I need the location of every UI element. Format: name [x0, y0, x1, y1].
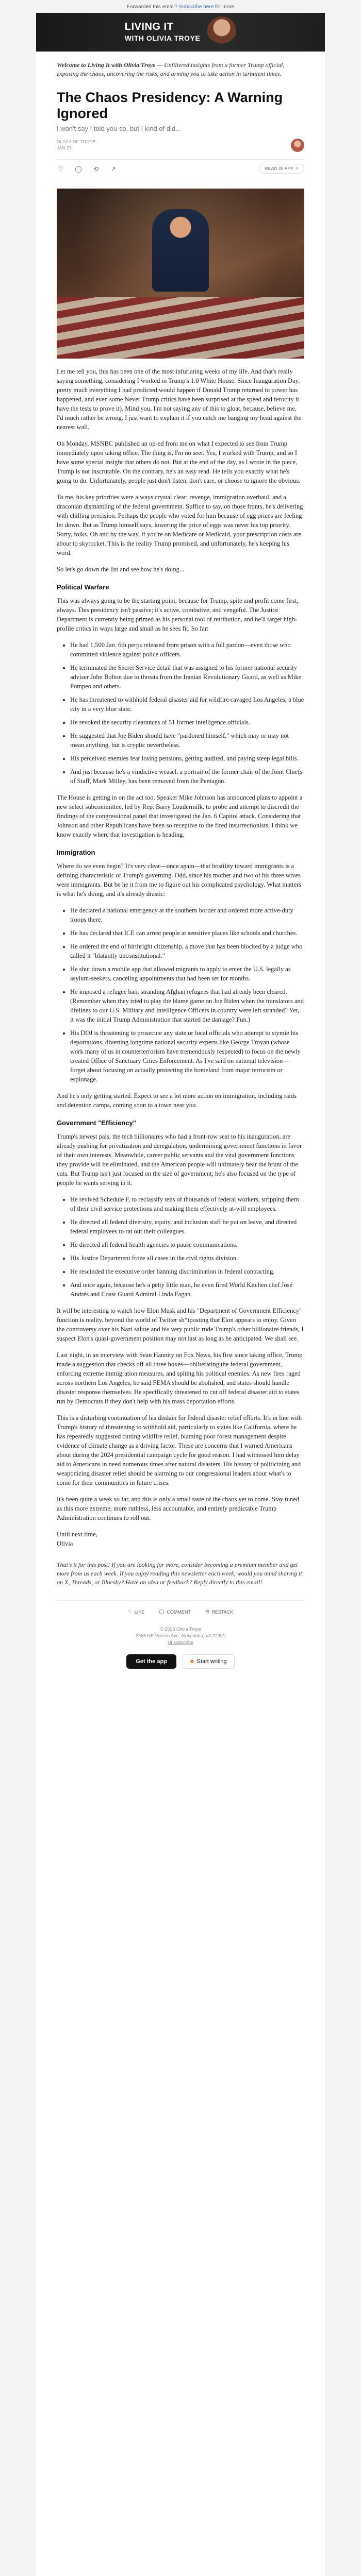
- substack-logo-icon: ■: [190, 1658, 194, 1665]
- paragraph: It's been quite a week so far, and this is only a small taste of the chaos yet to come. Stay tuned as this more extreme, more ruthless, less accountable, and entirely predictable Trump Administration continues to roll out.: [57, 1496, 300, 1521]
- article-title[interactable]: The Chaos Presidency: A Warning Ignored: [57, 90, 283, 121]
- paragraph: So let's go down the list and see how he's doing...: [57, 566, 185, 573]
- heart-icon: ♡: [127, 1609, 132, 1614]
- comment-icon: ◯: [159, 1609, 165, 1614]
- list-item: • And just because he's a vindictive weasel, a portrait of the former chair of the Joint Chiefs of Staff, Mark Milley, has been removed from the Pentagon.: [70, 767, 304, 786]
- list-item: • His Justice Department froze all cases in the civil rights division.: [70, 1253, 304, 1263]
- list-item: • He imposed a refugee ban, stranding Afghan refugees that had already been cleared. (Remember when they tried to play the blame game on Joe Biden when the translators and lifelines to our U.S. Military and Intelligence Officers in country were left stranded? Yet, it was the initial Trump Administration that started the damage? Fun.): [70, 987, 304, 1024]
- heart-icon[interactable]: ♡: [58, 165, 64, 173]
- post-date: JAN 23: [57, 146, 72, 150]
- article-subtitle: I won't say I told you so, but I kind of did...: [57, 125, 181, 132]
- restack-icon[interactable]: ⟲: [93, 165, 99, 173]
- paragraph: Last night, in an interview with Sean Hannity on Fox News, his first since taking office, Trump made a suggestion that checks off all three boxes—obliterating the federal government, enforcing extreme immigration measures, and spiting his political enemies. As new fires raged across northern Los Angeles, he said FEMA should be abolished, and states should handle disaster response themselves. He specifically threatened to cut off federal disaster aid to states run by Democrats if they don't help with his mass deportation efforts.: [57, 1351, 303, 1405]
- hero-flag: [57, 297, 304, 359]
- comment-label: COMMENT: [167, 1609, 191, 1615]
- list-item: • He directed all federal diversity, equity, and inclusion staff be put on leave, and directed federal employees to rat out their colleagues.: [70, 1217, 304, 1236]
- paragraph: And he's only getting started. Expect to see a lot more action on immigration, including raids and detention camps, coming soon to a town near you.: [57, 1092, 297, 1109]
- forward-suffix: for more: [214, 4, 235, 10]
- share-icon[interactable]: ↗: [110, 165, 117, 173]
- unsubscribe-link[interactable]: Unsubscribe: [167, 1640, 194, 1645]
- article-hero-image[interactable]: [57, 189, 304, 359]
- byline: [57, 139, 304, 152]
- comment-button[interactable]: [159, 1609, 191, 1615]
- list-item: • He revoked the security clearances of 51 former intelligence officials.: [70, 718, 304, 727]
- postscript: That's it for this post! If you are looking for more, consider becoming a premium member and get more from us each week. If you enjoy reading this newsletter each week, would you mind sharing it on X, Threads, or Bluesky? Have an idea or feedback? Reply directly to this email!: [57, 1561, 302, 1586]
- restack-label: RESTACK: [211, 1609, 234, 1615]
- restack-button[interactable]: [205, 1609, 233, 1615]
- list-item: • His perceived enemies fear losing pensions, getting audited, and paying steep legal bills.: [70, 754, 304, 763]
- list-item: • He rescinded the executive order banning discrimination in federal contracting.: [70, 1267, 304, 1276]
- read-in-app-button[interactable]: READ IN APP ↗: [259, 164, 304, 174]
- paragraph: This is a disturbing continuation of his disdain for federal disaster relief efforts. It's in line with Trump's history of threatening to withhold aid, particularly to states like California, where he has repeatedly suggested cutting wildfire relief, blaming poor forest management despite evidence of climate change as a driving factor. These are concerns that I warned Americans about during the 2024 presidential campaign cycle for good reason. I had witnessed him delay aid to Americans in need numerous times after natural disasters. His history of politicizing and weaponizing disaster relief should be alarming to our congressional leaders about what's to come for their communities in future crises.: [57, 1414, 302, 1486]
- paragraph: It will be interesting to watch how Elon Musk and his "Department of Government Efficiency" function is reality, beyond the world of Twitter sh*tposting that Elon appears to enjoy. Given the controversy over his Nazi salute and his very public rude Trump's other billionaire friends, I suspect Elon's quasi-government position may not last as long as he anticipated. We shall see.: [57, 1307, 304, 1342]
- footer-copyright: © 2025 Olivia Troye: [160, 1626, 201, 1632]
- list-item: • He suggested that Joe Biden should have "pardoned himself," which may or may not mean anything, but is cryptic nevertheless.: [70, 731, 304, 750]
- paragraph: Let me tell you, this has been one of the most infuriating weeks of my life. And that's really saying something, considering I worked in Trump's 1.0 White House. Since Inauguration Day, pretty much everything I had predicted would happen if Donald Trump returned to power has happened, and even some Never Trump critics have been surprised at the speed and ferocity it have the tests to prove it). Mind you, I'm not saying any of this to gloat, because, believe me, I'd much rather be wrong. I just want to explain it if you catch me banging my head against the nearest wall.: [57, 368, 302, 431]
- action-bar: [57, 159, 304, 178]
- subscribe-link[interactable]: Subscribe here: [178, 4, 214, 10]
- list-item: • He has threatened to withhold federal disaster aid for wildfire-ravaged Los Angeles, a blue city in a very blue state.: [70, 695, 304, 714]
- avatar[interactable]: [291, 139, 304, 152]
- get-app-button[interactable]: Get the app: [126, 1654, 176, 1669]
- list-item: • He ordered the end of birthright citizenship, a move that has been blocked by a judge who called it "blatantly unconstitutional.": [70, 942, 304, 960]
- like-label: LIKE: [134, 1609, 145, 1615]
- cta-row: [57, 1654, 304, 1669]
- section-heading-immigration: Immigration: [57, 849, 95, 856]
- list-item: • He revived Schedule F, to reclassify tens of thousands of federal workers, stripping them of their civil service protections and making them effectively at-will employees.: [70, 1195, 304, 1213]
- list-item: • His DOJ is threatening to prosecute any state or local officials who attempt to stymie his deportations, diverting longtime national security experts like George Troyan (whose work many of us in counterterrorism have tremendously respected) to focus on the newly created Office of Sanctuary Cities Enforcement. As I've said on national television—forget about focusing on actually protecting the homeland from major terrorism or espionage.: [70, 1028, 304, 1084]
- paragraph: On Monday, MSNBC published an op-ed from me on what I expected to see from Trump immediately upon taking office. The thing is, I'm no seer. Yes, I worked with Trump, and so I have some special insight that others do not. But at the end of the day, as I wrote in the piece, Trump is not inscrutable. On the contrary, he's an easy read. He tells you exactly what he's going to do. Unfortunately, people just don't listen, don't care, or choose to ignore the obvious.: [57, 440, 301, 484]
- list-political: [57, 640, 304, 786]
- banner-line1: LIVING IT: [124, 21, 174, 32]
- list-item: • He had 1,500 Jan. 6th perps released from prison with a full pardon—even those who committed violence against police officers.: [70, 640, 304, 659]
- intro-text: [57, 61, 304, 78]
- start-writing-button[interactable]: [183, 1654, 235, 1669]
- list-efficiency: [57, 1195, 304, 1299]
- banner-title: [125, 21, 200, 44]
- banner-line2: WITH OLIVIA TROYE: [124, 33, 201, 42]
- like-button[interactable]: [128, 1609, 145, 1615]
- paragraph: Trump's newest pals, the tech billionaires who had a front-row seat to his inauguration, are already pushing for privatization and deregulation, undermining government functions in favor of their own interests. Meanwhile, career public servants and the vital government functions they provide will be eliminated, and the American people will ultimately bear the brunt of the cuts. But Trump isn't just focused on the size of government; he's also focused on the type of people he wants serving in it.: [57, 1133, 302, 1187]
- list-item: • He shut down a mobile app that allowed migrants to apply to enter the U.S. legally as asylum-seekers, canceling appointments that had been set for months.: [70, 964, 304, 983]
- newsletter-card: [36, 13, 325, 2576]
- section-heading-efficiency: Government "Efficiency": [57, 1119, 136, 1127]
- list-item: • And once again, because he's a petty little man, he even fired World Kitchen chef José Andrés and Coast Guard Admiral Linda Fagan.: [70, 1280, 304, 1299]
- paragraph: The House is getting in on the act too. Speaker Mike Johnson has announced plans to appoint a new select subcommittee, led by Rep. Barry Loudermilk, to probe and attempt to discredit the findings of the congressional panel that investigated the Jan. 6 Capitol attack. Considering that Johnson and other Republicans have been so receptive to the fired insurrectionists, I think we know exactly where that investigation is heading.: [57, 794, 303, 838]
- comment-icon[interactable]: ◯: [75, 165, 82, 173]
- paragraph: Where do we even begin? It's very clear—once again—that hostility toward immigrants is a defining characteristic of Trump's governing. Odd, since his mother and two of his three wives were immigrants. But be he it from me to figure out his complicated psychology. What matters is what he's doing, and it's already drastic:: [57, 862, 302, 897]
- hero-figure: [152, 209, 209, 292]
- list-item: • He terminated the Secret Service detail that was assigned to his former national security adviser John Bolton due to threats from the Iranian Revolutionary Guard, as well as Mike Pompeo and others.: [70, 663, 304, 691]
- intro-bold: Welcome to Living It with Olivia Troye: [57, 61, 156, 69]
- restack-icon: ⟲: [205, 1609, 209, 1614]
- start-writing-label: Start writing: [196, 1658, 227, 1665]
- paragraph: To me, his key priorities were always crystal clear: revenge, immigration overhaul, and a draconian dismantling of the federal government. Suffice to say, on those fronts, he's delivering with chilling precision. Perhaps the people who voted for him because of egg prices are feeling let down. But as Trump himself says, lowering the price of eggs was never his top priority. Sorry, folks. Oh and by the way, if you're on Medicare or Medicaid, your prescription costs are about to skyrocket. This is the reality Trump promised, and unfortunately, he's keeping his word.: [57, 494, 303, 556]
- list-immigration: [57, 906, 304, 1084]
- engagement-bar: [57, 1600, 304, 1615]
- signoff-line1: Until next time,: [57, 1531, 97, 1538]
- header-banner[interactable]: [36, 13, 325, 52]
- list-item: • He declared a national emergency at the southern border and ordered more active-duty troops there.: [70, 906, 304, 924]
- author-name[interactable]: OLIVIA OF TROYE: [57, 140, 96, 144]
- forward-banner: [0, 0, 361, 13]
- intro-rest: — Unfiltered insights from a former Trump official, exposing the chaos, uncovering the risks, and arming you to take action in turbulent times.: [57, 61, 285, 77]
- list-item: • He has declared that ICE can arrest people at sensitive places like schools and churches.: [70, 928, 304, 938]
- list-item: • He directed all federal health agencies to pause communications.: [70, 1240, 304, 1249]
- forward-text: Forwarded this email?: [126, 4, 179, 10]
- footer: [57, 1626, 304, 1646]
- banner-portrait: [207, 16, 236, 48]
- footer-address: 2358 NE Vernon Ave, Alexandria, VA 22301: [136, 1633, 225, 1638]
- signoff: [57, 1530, 304, 1548]
- section-heading-political: Political Warfare: [57, 583, 109, 591]
- paragraph: This was always going to be the starting point, because for Trump, spite and profit come first, always. This presidency isn't passive; it's active, combative, and vengeful. The Justice Department is currently being primed as his personal tool of retribution, and he'll target high-profile critics in ways large and small as he sees fit. So far:: [57, 597, 299, 632]
- signoff-line2: Olivia: [57, 1540, 73, 1547]
